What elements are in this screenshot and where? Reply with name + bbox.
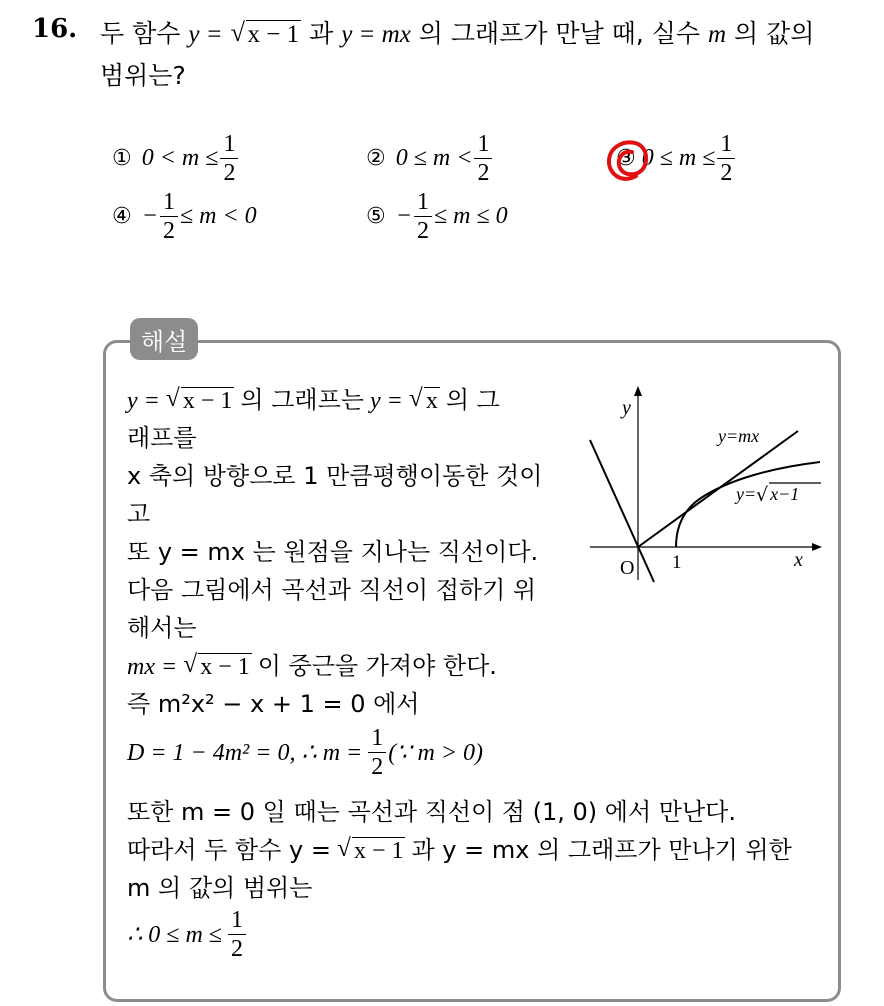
choice-left: 0 ≤ m < (395, 145, 473, 171)
solution-line-3: x 축의 방향으로 1 만큼평행이동한 것이 (127, 462, 543, 490)
solution-line-7: 해서는 (127, 614, 197, 642)
curve-label: y= x−1 (736, 484, 800, 504)
y-axis-arrow (634, 386, 642, 396)
q-text-c: 의 그래프가 만날 때, 실수 (418, 19, 701, 48)
choice-left: 0 < m ≤ (141, 145, 219, 171)
solution-line-14: ∴ 0 ≤ m ≤ $\frac{1}{2}$ (127, 908, 248, 961)
x-axis-label: x (794, 549, 803, 571)
x-tick-label: 1 (672, 552, 682, 573)
solution-tag: 해설 (130, 318, 198, 360)
solution-line-4: 고 (127, 500, 151, 528)
choice-fraction: $\frac{1}{2}$ (717, 132, 735, 185)
choice-fraction: $\frac{1}{2}$ (474, 132, 492, 185)
choice-5[interactable] (366, 190, 508, 243)
solution-line-11: 또한 m = 0 일 때는 곡선과 직선이 점 (1, 0) 에서 만난다. (127, 798, 736, 826)
q-text-b: 과 (309, 19, 334, 48)
question-number: 16. (32, 14, 78, 44)
choice-marker: ④ (112, 204, 132, 229)
solution-line-2: 래프를 (127, 424, 197, 452)
choice-1[interactable] (112, 132, 240, 185)
choice-marker: ⑤ (366, 204, 386, 229)
choice-right: ≤ m ≤ 0 (433, 203, 508, 229)
q-text-d: 의 값의 (734, 19, 815, 48)
x-axis-arrow (812, 543, 822, 551)
solution-line-8: mx = √ x − 1 이 중근을 가져야 한다. (127, 646, 497, 681)
question-line-2: 범위는? (100, 61, 186, 90)
choice-left: − (141, 203, 158, 229)
line-label: y=mx (718, 426, 760, 446)
choice-marker: ② (366, 146, 386, 171)
q-text-a: 두 함수 (100, 19, 181, 48)
answer-circle-mark (602, 134, 654, 186)
solution-line-1: y = √ x − 1 의 그래프는 y = √ x 의 그 (127, 380, 500, 415)
choice-right: ≤ m < 0 (179, 203, 257, 229)
choice-left: 0 ≤ m ≤ (641, 145, 716, 171)
solution-graph (580, 380, 830, 590)
choice-marker: ③ (616, 146, 636, 171)
solution-line-9: 즉 m²x² − x + 1 = 0 에서 (127, 690, 420, 718)
solution-line-13: m 의 값의 범위는 (127, 874, 313, 902)
choice-2[interactable] (366, 132, 494, 185)
solution-line-12: 따라서 두 함수 y = √ x − 1 과 y = mx 의 그래프가 만나기 위한 (127, 830, 792, 865)
choice-marker: ① (112, 146, 132, 171)
solution-line-6: 다음 그림에서 곡선과 직선이 접하기 위 (127, 576, 537, 604)
q-eq2: y = mx (341, 21, 411, 48)
question-line-1 (100, 14, 814, 50)
q-sqrt1: √ x − 1 (231, 21, 302, 49)
y-axis-label: y (622, 397, 631, 419)
origin-label: O (620, 557, 635, 579)
solution-line-5: 또 y = mx 는 원점을 지나는 직선이다. (127, 538, 539, 566)
curve-label-radical: √ (756, 484, 769, 506)
q-eq1: y = (188, 21, 223, 48)
choice-fraction: $\frac{1}{2}$ (414, 190, 432, 243)
choice-fraction: $\frac{1}{2}$ (220, 132, 238, 185)
choice-4[interactable] (112, 190, 257, 243)
q-m: m (707, 21, 727, 48)
solution-line-10: D = 1 − 4m² = 0, ∴ m = $\frac{1}{2}$ (∵ m > 0) (127, 725, 484, 780)
choice-fraction: $\frac{1}{2}$ (160, 190, 178, 243)
choice-left: − (395, 203, 412, 229)
